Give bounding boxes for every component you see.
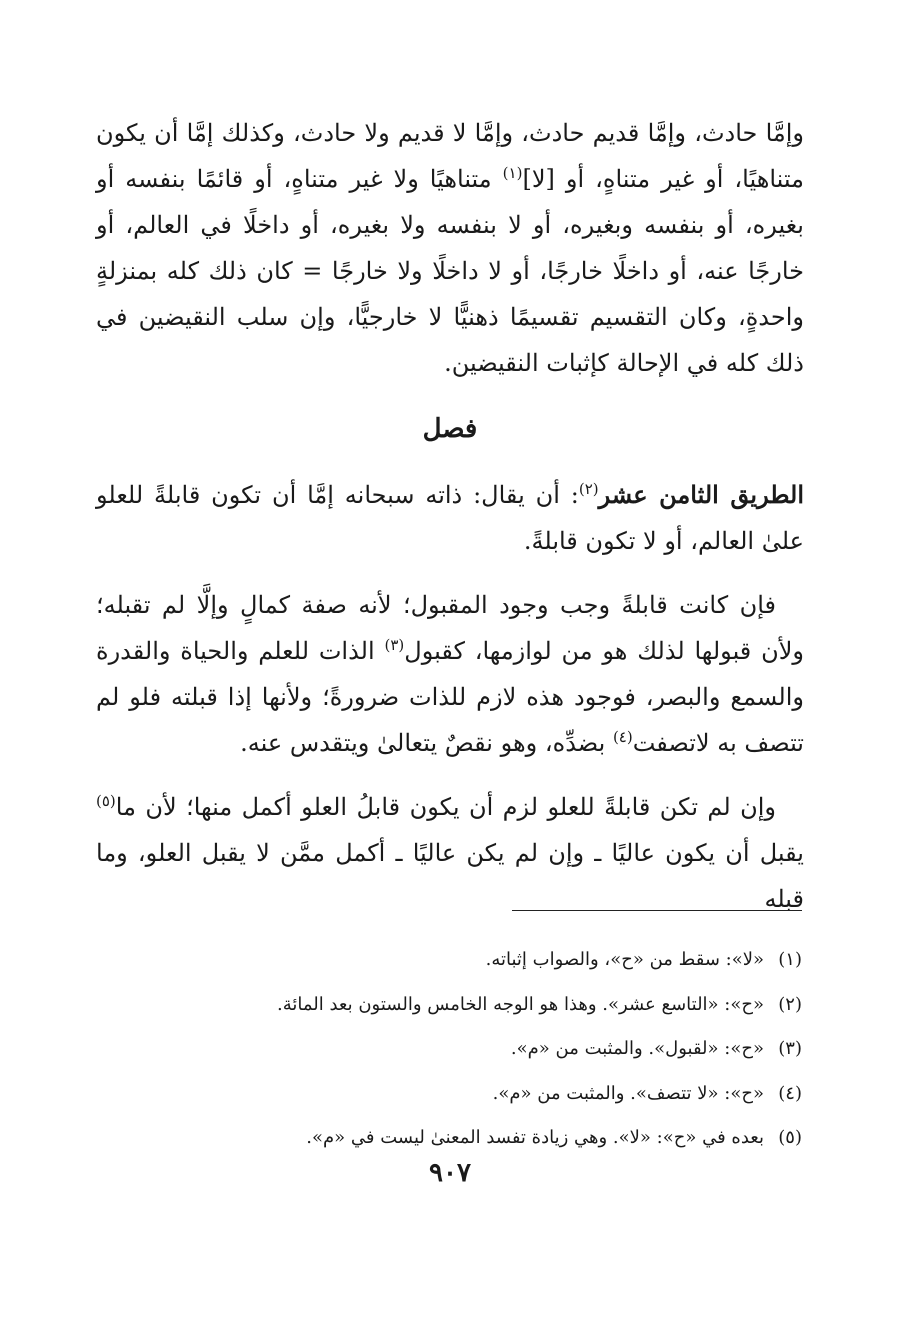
footnote-ref-4[interactable]: (٤) [612,728,633,746]
footnote-text: «لا»: سقط من «ح»، والصواب إثباته. [485,949,764,970]
paragraph-1 [96,110,804,386]
footnote-number: (٣) [778,1038,802,1059]
footnotes-list [96,938,802,1161]
footnote-number: (١) [778,949,802,970]
section-heading: فصل [422,414,478,444]
footnote-divider [512,910,802,911]
paragraph-2-lead: الطريق الثامن عشر [598,480,804,509]
footnote-text: «ح»: «لقبول». والمثبت من «م». [510,1038,764,1059]
paragraph-4-text-a: وإن لم تكن قابلةً للعلو لزم أن يكون قابلُ العلو أكمل منها؛ لأن ما [115,793,776,821]
footnote-4 [96,1072,802,1117]
paragraph-1-text-rest: متناهيًا ولا غير متناهٍ، أو قائمًا بنفسه أو بغيره، أو بنفسه وبغيره، أو لا بنفسه ولا بغيره، أو داخلًا في العالم، أو خارجًا عنه، أو داخلًا خارجًا، أو لا داخلًا ولا خارجًا = كان ذلك كله بمنزلةٍ واحدةٍ، وكان التقسيم تقسيمًا ذهنيًّا لا خارجيًّا، وإن سلب النقيضين في ذلك كله في الإحالة كإثبات النقيضين. [96,165,805,377]
paragraph-1-text: وإمَّا حادث، وإمَّا قديم حادث، وإمَّا لا قديم ولا حادث، وكذلك إمَّا أن يكون متناهيًا، أو غير متناهٍ، أو [لا] [96,119,805,193]
paragraph-3-text-a: فإن كانت قابلةً وجب وجود المقبول؛ لأنه صفة كمالٍ وإلَّا لم تقبله؛ ولأن قبولها لذلك هو من لوازمها، كقبول [96,591,804,665]
paragraph-2 [96,472,804,564]
footnote-1 [96,938,802,983]
footnote-ref-2[interactable]: (٢) [578,480,599,498]
footnote-number: (٥) [778,1127,802,1148]
footnote-text: «ح»: «لا تتصف». والمثبت من «م». [492,1082,764,1104]
footnote-ref-1[interactable]: (١) [502,164,523,182]
footnote-5 [96,1116,802,1161]
footnote-text: بعده في «ح»: «لا». وهي زيادة تفسد المعنىٰ ليست في «م». [306,1127,764,1148]
page-body [96,110,804,922]
paragraph-3-text-b: الذات للعلم والحياة والقدرة والسمع والبصر، فوجود هذه لازم للذات ضرورةً؛ ولأنها إذا قبلته فلو لم تتصف به لاتصفت [96,637,804,757]
footnote-2 [96,983,802,1028]
footnote-ref-5[interactable]: (٥) [96,792,116,810]
footnote-number: (٢) [778,993,802,1015]
footnote-number: (٤) [778,1082,802,1104]
paragraph-4-text-b: يقبل أن يكون عاليًا ـ وإن لم يكن عاليًا ـ أكمل ممَّن لا يقبل العلو، وما قبله [96,839,804,913]
footnote-text: «ح»: «التاسع عشر». وهذا هو الوجه الخامس والستون بعد المائة. [277,993,764,1015]
paragraph-3 [96,582,804,766]
footnote-3 [96,1027,802,1072]
footnote-ref-3[interactable]: (٣) [384,636,405,654]
paragraph-2-text: : أن يقال: ذاته سبحانه إمَّا أن تكون قابلةً للعلو علىٰ العالم، أو لا تكون قابلةً. [96,481,804,555]
paragraph-4 [96,784,804,922]
paragraph-3-text-c: بضدِّه، وهو نقصٌ يتعالىٰ ويتقدس عنه. [240,729,613,757]
page-number: ٩٠٧ [429,1158,471,1188]
